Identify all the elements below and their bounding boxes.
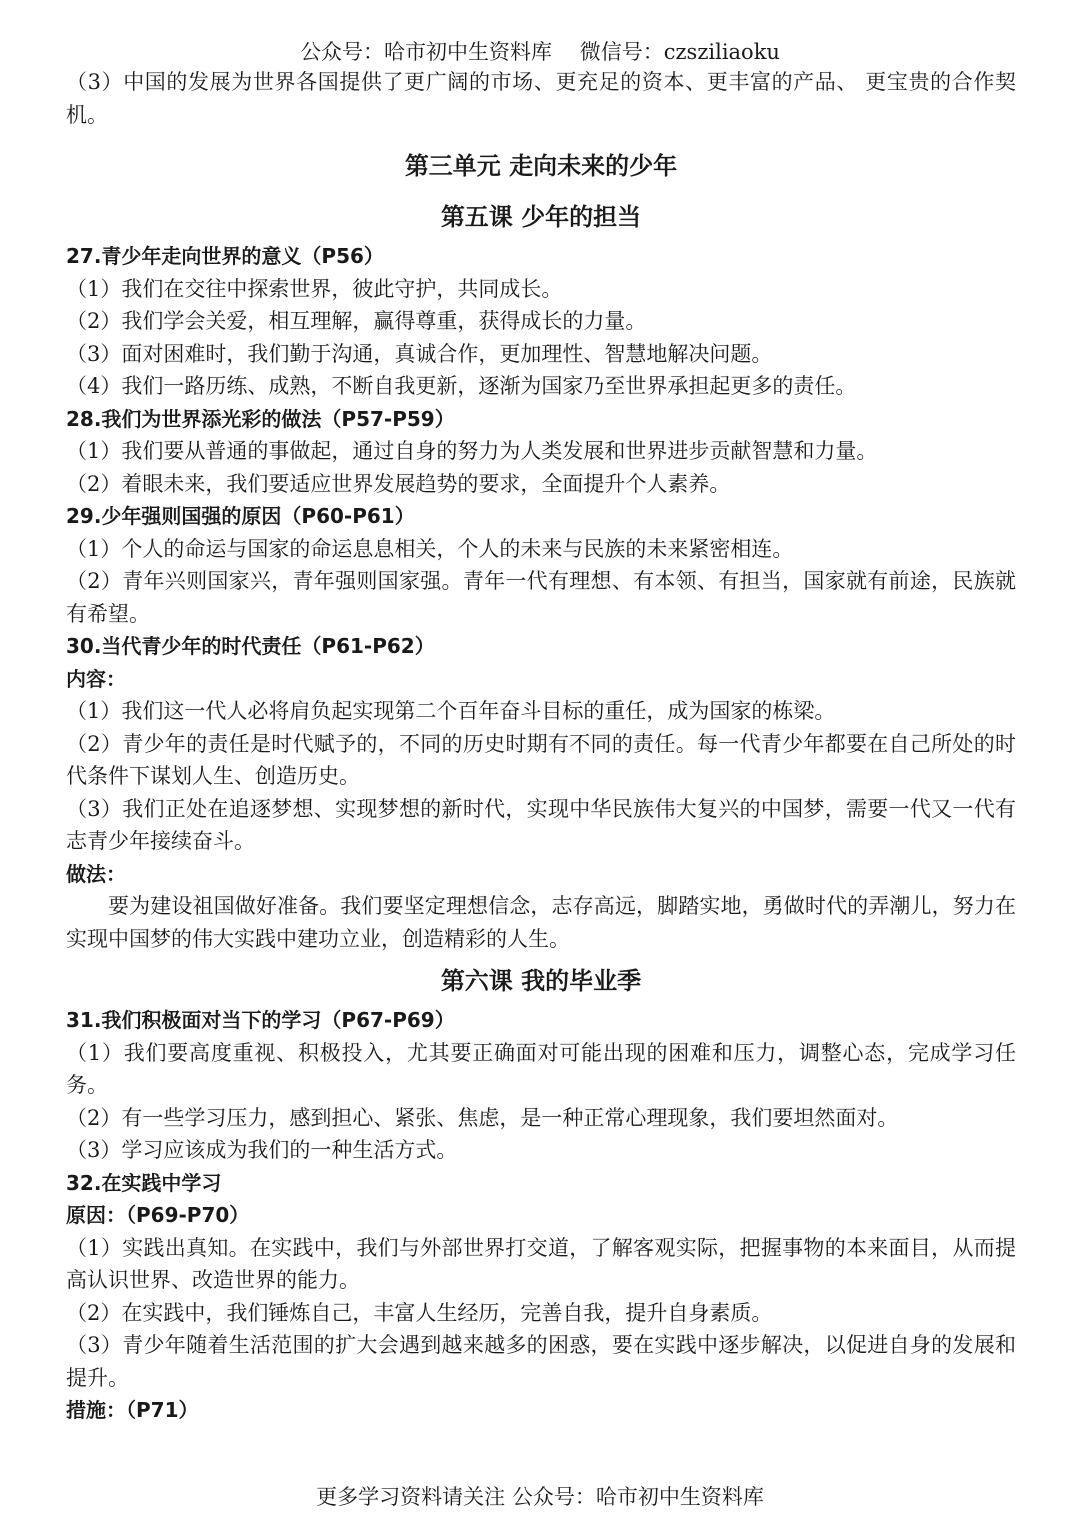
measure-label: 措施：（P71） bbox=[66, 1398, 199, 1422]
page-body bbox=[66, 66, 1016, 1427]
section-32-item: （2）在实践中，我们锤炼自己，丰富人生经历，完善自我，提升自身素质。 bbox=[66, 1300, 773, 1325]
intro-paragraph: （3）中国的发展为世界各国提供了更广阔的市场、更充足的资本、更丰富的产品、 更宝贵的合作契机。 bbox=[66, 70, 1016, 127]
lesson-6-title: 第六课 我的毕业季 bbox=[440, 967, 642, 995]
section-32-item: （3）青少年随着生活范围的扩大会遇到越来越多的困惑，要在实践中逐步解决，以促进自身的发展和提升。 bbox=[66, 1333, 1016, 1390]
section-31-item: （2）有一些学习压力，感到担心、紧张、焦虑，是一种正常心理现象，我们要坦然面对。 bbox=[66, 1105, 899, 1130]
section-27-item: （2）我们学会关爱，相互理解，赢得尊重，获得成长的力量。 bbox=[66, 309, 647, 333]
section-31-item: （1）我们要高度重视、积极投入，尤其要正确面对可能出现的困难和压力，调整心态，完成学习任务。 bbox=[66, 1040, 1016, 1097]
content-label: 内容： bbox=[66, 666, 126, 691]
section-30-item: （1）我们这一代人必将肩负起实现第二个百年奋斗目标的重任，成为国家的栋梁。 bbox=[66, 699, 836, 723]
section-27-item: （3）面对困难时，我们勤于沟通，真诚合作，更加理性、智慧地解决问题。 bbox=[66, 341, 773, 366]
section-30-item: （3）我们正处在追逐梦想、实现梦想的新时代，实现中华民族伟大复兴的中国梦，需要一代又一代有志青少年接续奋斗。 bbox=[66, 796, 1016, 853]
reason-label: 原因：（P69-P70） bbox=[66, 1203, 250, 1227]
section-29-item: （1）个人的命运与国家的命运息息相关，个人的未来与民族的未来紧密相连。 bbox=[66, 536, 794, 561]
section-28-item: （1）我们要从普通的事做起，通过自身的努力为人类发展和世界进步贡献智慧和力量。 bbox=[66, 439, 878, 463]
section-30-item: （2）青少年的责任是时代赋予的，不同的历史时期有不同的责任。每一代青少年都要在自己所处的时代条件下谋划人生、创造历史。 bbox=[66, 731, 1016, 788]
method-label: 做法： bbox=[66, 861, 126, 886]
section-31-heading: 31.我们积极面对当下的学习（P67-P69） bbox=[66, 1008, 455, 1032]
section-30-heading: 30.当代青少年的时代责任（P61-P62） bbox=[66, 634, 435, 658]
section-28-item: （2）着眼未来，我们要适应世界发展趋势的要求，全面提升个人素养。 bbox=[66, 471, 731, 496]
section-29-heading: 29.少年强则国强的原因（P60-P61） bbox=[66, 504, 415, 528]
lesson-5-title: 第五课 少年的担当 bbox=[440, 203, 642, 231]
page-footer: 更多学习资料请关注 公众号：哈市初中生资料库 bbox=[316, 1485, 764, 1509]
section-27-item: （4）我们一路历练、成熟，不断自我更新，逐渐为国家乃至世界承担起更多的责任。 bbox=[66, 374, 857, 398]
section-29-item: （2）青年兴则国家兴，青年强则国家强。青年一代有理想、有本领、有担当，国家就有前途，民族就有希望。 bbox=[66, 569, 1016, 626]
section-27-heading: 27.青少年走向世界的意义（P56） bbox=[66, 244, 384, 268]
section-28-heading: 28.我们为世界添光彩的做法（P57-P59） bbox=[66, 406, 455, 431]
unit-title: 第三单元 走向未来的少年 bbox=[404, 152, 678, 180]
section-31-item: （3）学习应该成为我们的一种生活方式。 bbox=[66, 1138, 458, 1162]
section-32-item: （1）实践出真知。在实践中，我们与外部世界打交道，了解客观实际，把握事物的本来面目，从而提高认识世界、改造世界的能力。 bbox=[66, 1235, 1016, 1292]
section-32-heading: 32.在实践中学习 bbox=[66, 1170, 222, 1195]
method-paragraph: 要为建设祖国做好准备。我们要坚定理想信念，志存高远，脚踏实地，勇做时代的弄潮儿，努力在实现中国梦的伟大实践中建功立业，创造精彩的人生。 bbox=[66, 894, 1016, 951]
page-header: 公众号：哈市初中生资料库 微信号：czsziliaoku bbox=[300, 40, 780, 64]
section-27-item: （1）我们在交往中探索世界，彼此守护，共同成长。 bbox=[66, 276, 563, 301]
